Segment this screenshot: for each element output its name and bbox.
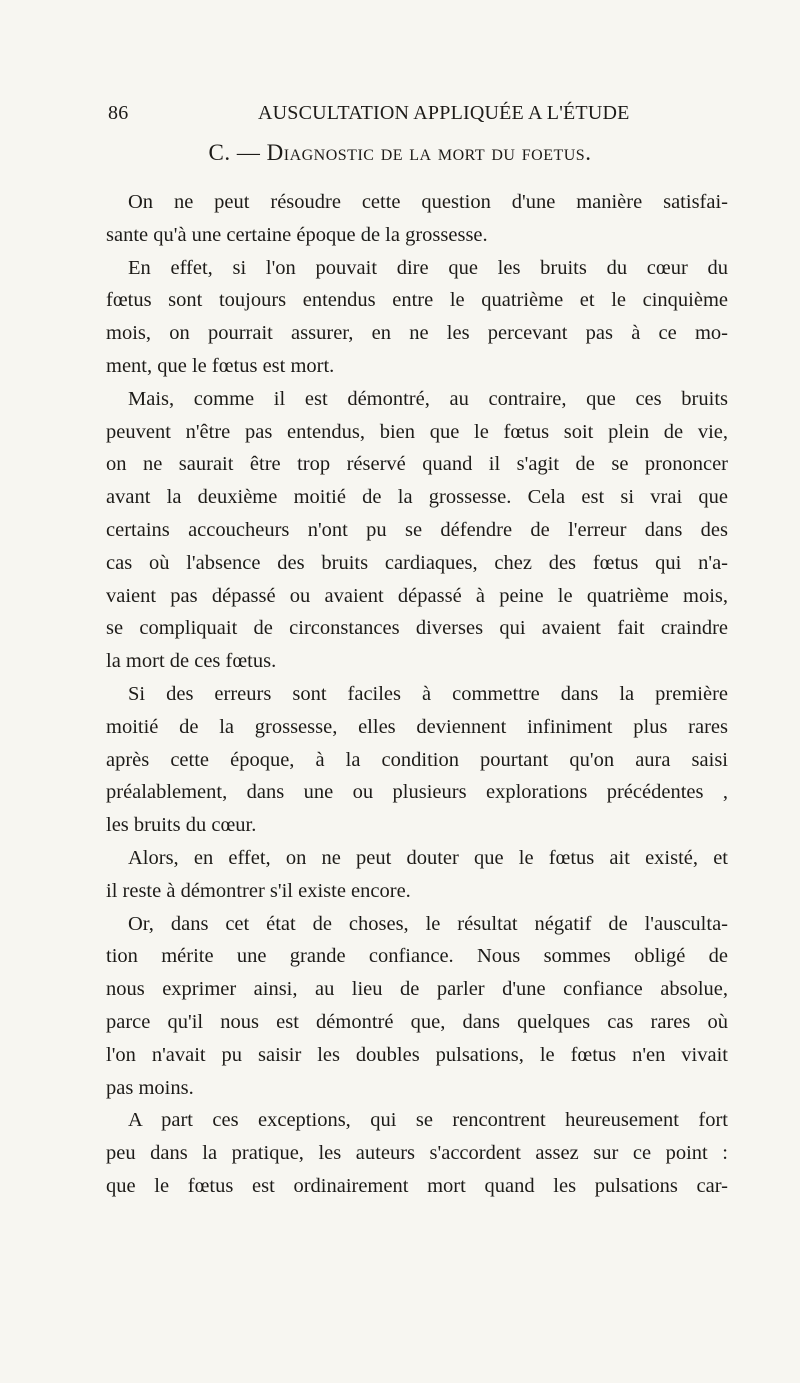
text-line: En effet, si l'on pouvait dire que les bruits du cœur du (128, 256, 728, 279)
text-line: Si des erreurs sont faciles à commettre dans la première (128, 682, 728, 705)
text-line: cas où l'absence des bruits cardiaques, chez des fœtus qui n'a- (106, 551, 728, 574)
section-heading-prefix: C. — (208, 140, 267, 165)
section-heading-text: Diagnostic de la mort du foetus. (266, 140, 592, 165)
text-line: l'on n'avait pu saisir les doubles pulsations, le fœtus n'en vivait (106, 1043, 728, 1066)
text-line: parce qu'il nous est démontré que, dans quelques cas rares où (106, 1010, 728, 1033)
text-line: on ne saurait être trop réservé quand il s'agit de se prononcer (106, 453, 728, 476)
text-line: moitié de la grossesse, elles deviennent infiniment plus rares (106, 715, 728, 738)
text-line: avant la deuxième moitié de la grossesse. Cela est si vrai que (106, 486, 728, 509)
text-line: sante qu'à une certaine époque de la grossesse. (106, 223, 488, 246)
text-line: A part ces exceptions, qui se rencontrent heureusement fort (128, 1109, 728, 1132)
text-line: vaient pas dépassé ou avaient dépassé à peine le quatrième mois, (106, 584, 728, 607)
text-line: mois, on pourrait assurer, en ne les percevant pas à ce mo- (106, 322, 728, 345)
text-line: fœtus sont toujours entendus entre le quatrième et le cinquième (106, 289, 728, 312)
text-line: peu dans la pratique, les auteurs s'accordent assez sur ce point : (106, 1142, 728, 1165)
text-line: après cette époque, à la condition pourtant qu'on aura saisi (106, 748, 728, 771)
text-line: les bruits du cœur. (106, 814, 257, 837)
text-line: certains accoucheurs n'ont pu se défendre de l'erreur dans des (106, 518, 728, 541)
text-line: il reste à démontrer s'il existe encore. (106, 879, 411, 902)
text-line: tion mérite une grande confiance. Nous sommes obligé de (106, 945, 728, 968)
text-line: la mort de ces fœtus. (106, 650, 277, 673)
text-line: ment, que le fœtus est mort. (106, 354, 335, 377)
running-header (108, 102, 718, 132)
text-line: Or, dans cet état de choses, le résultat négatif de l'ausculta- (128, 912, 728, 935)
text-line: Mais, comme il est démontré, au contraire, que ces bruits (128, 387, 728, 410)
text-line: On ne peut résoudre cette question d'une manière satisfai- (128, 191, 728, 213)
body-text (106, 186, 728, 1203)
text-line: nous exprimer ainsi, au lieu de parler d'une confiance absolue, (106, 978, 728, 1001)
running-title: AUSCULTATION APPLIQUÉE A L'ÉTUDE (258, 102, 630, 124)
section-heading (0, 140, 800, 166)
page-number: 86 (108, 102, 129, 124)
text-line: peuvent n'être pas entendus, bien que le fœtus soit plein de vie, (106, 420, 728, 443)
text-line: pas moins. (106, 1076, 194, 1099)
text-line: préalablement, dans une ou plusieurs explorations précédentes , (106, 781, 728, 804)
text-line: Alors, en effet, on ne peut douter que le fœtus ait existé, et (128, 846, 728, 869)
text-line: que le fœtus est ordinairement mort quand les pulsations car- (106, 1174, 728, 1197)
text-line: se compliquait de circonstances diverses qui avaient fait craindre (106, 617, 728, 640)
